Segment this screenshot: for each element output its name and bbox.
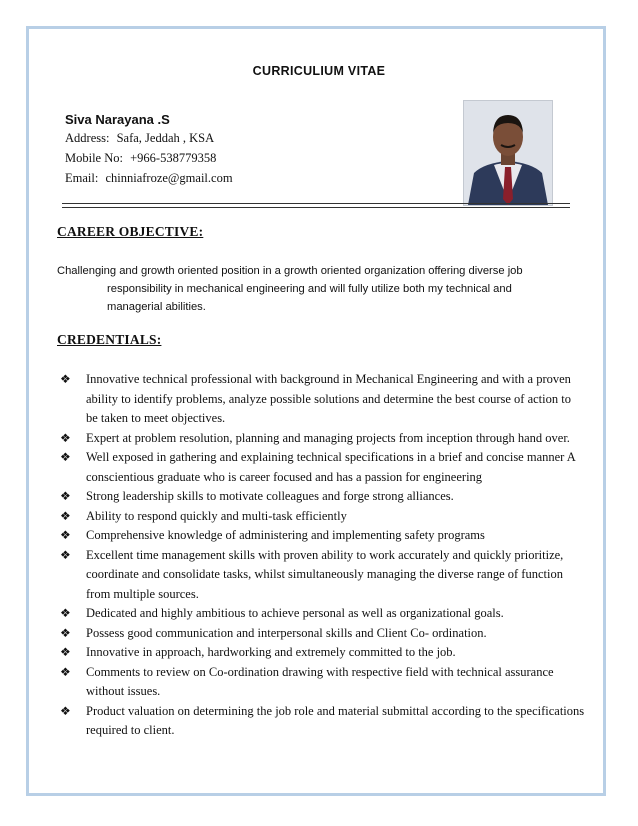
credential-text: Product valuation on determining the job role and material submittal according to the specifications required to client. (86, 703, 585, 737)
credentials-list (60, 370, 585, 741)
email-value: chinniafroze@gmail.com (105, 171, 233, 185)
list-item (60, 507, 585, 527)
document-title: CURRICULIUM VITAE (252, 64, 386, 78)
address-value: Safa, Jeddah , KSA (116, 131, 215, 145)
diamond-bullet-icon: ❖ (60, 547, 71, 562)
diamond-bullet-icon: ❖ (60, 450, 71, 464)
contact-block (65, 112, 445, 188)
diamond-bullet-icon: ❖ (60, 489, 71, 503)
candidate-name: Siva Narayana .S (65, 112, 170, 127)
address-line (65, 128, 445, 148)
career-objective-heading: CAREER OBJECTIVE: (57, 224, 204, 239)
career-objective-line-2: responsibility in mechanical engineering and will fully utilize both my technical and managerial abilities. (107, 283, 512, 313)
mobile-label: Mobile No: (65, 151, 123, 165)
diamond-bullet-icon: ❖ (60, 430, 71, 445)
list-item (60, 546, 585, 605)
email-label: Email: (65, 171, 99, 185)
list-item (60, 702, 585, 741)
credential-text: Strong leadership skills to motivate colleagues and forge strong alliances. (86, 489, 454, 503)
header-rule-top (62, 203, 570, 204)
credential-text: Dedicated and highly ambitious to achieve personal as well as organizational goals. (86, 606, 504, 620)
address-label: Address: (65, 131, 110, 145)
list-item (60, 487, 585, 507)
credential-text: Excellent time management skills with proven ability to work accurately and quickly prioritize, coordinate and consolidate tasks, whilst simultaneously managing the diverse range of function from multiple sources. (86, 547, 564, 601)
credential-text: Comprehensive knowledge of administering and implementing safety programs (86, 528, 485, 542)
list-item (60, 448, 585, 487)
career-objective-line-1: Challenging and growth oriented position in a growth oriented organization offering diverse job (57, 265, 523, 277)
credential-text: Expert at problem resolution, planning and managing projects from inception through hand over. (86, 430, 570, 445)
email-line (65, 168, 445, 188)
credential-text: Possess good communication and interpersonal skills and Client Co- ordination. (86, 625, 487, 640)
diamond-bullet-icon: ❖ (60, 606, 71, 620)
career-objective-text (57, 262, 557, 316)
list-item (60, 370, 585, 429)
diamond-bullet-icon: ❖ (60, 645, 71, 659)
list-item (60, 604, 585, 624)
credential-text: Innovative technical professional with background in Mechanical Engineering and with a proven ability to identify problems, analyze possible solutions and determine the best course of action to be taken to meet objectives. (86, 372, 571, 425)
diamond-bullet-icon: ❖ (60, 508, 71, 523)
credentials-heading: CREDENTIALS: (57, 332, 162, 347)
list-item (60, 624, 585, 644)
mobile-value: +966-538779358 (130, 151, 217, 165)
diamond-bullet-icon: ❖ (60, 625, 71, 640)
credential-text: Innovative in approach, hardworking and extremely committed to the job. (86, 645, 456, 659)
diamond-bullet-icon: ❖ (60, 372, 71, 386)
list-item (60, 663, 585, 702)
list-item (60, 526, 585, 546)
credential-text: Comments to review on Co-ordination drawing with respective field with technical assurance without issues. (86, 664, 554, 698)
portrait-photo (463, 100, 553, 206)
diamond-bullet-icon: ❖ (60, 528, 71, 542)
diamond-bullet-icon: ❖ (60, 664, 71, 679)
list-item (60, 429, 585, 449)
diamond-bullet-icon: ❖ (60, 703, 71, 718)
list-item (60, 643, 585, 663)
portrait-illustration (464, 101, 552, 205)
mobile-line (65, 148, 445, 168)
credential-text: Ability to respond quickly and multi-task efficiently (86, 508, 347, 523)
header-rule-bottom (62, 207, 570, 208)
credential-text: Well exposed in gathering and explaining technical specifications in a brief and concise manner A conscientious graduate who is career focused and has a passion for engineering (86, 450, 576, 484)
